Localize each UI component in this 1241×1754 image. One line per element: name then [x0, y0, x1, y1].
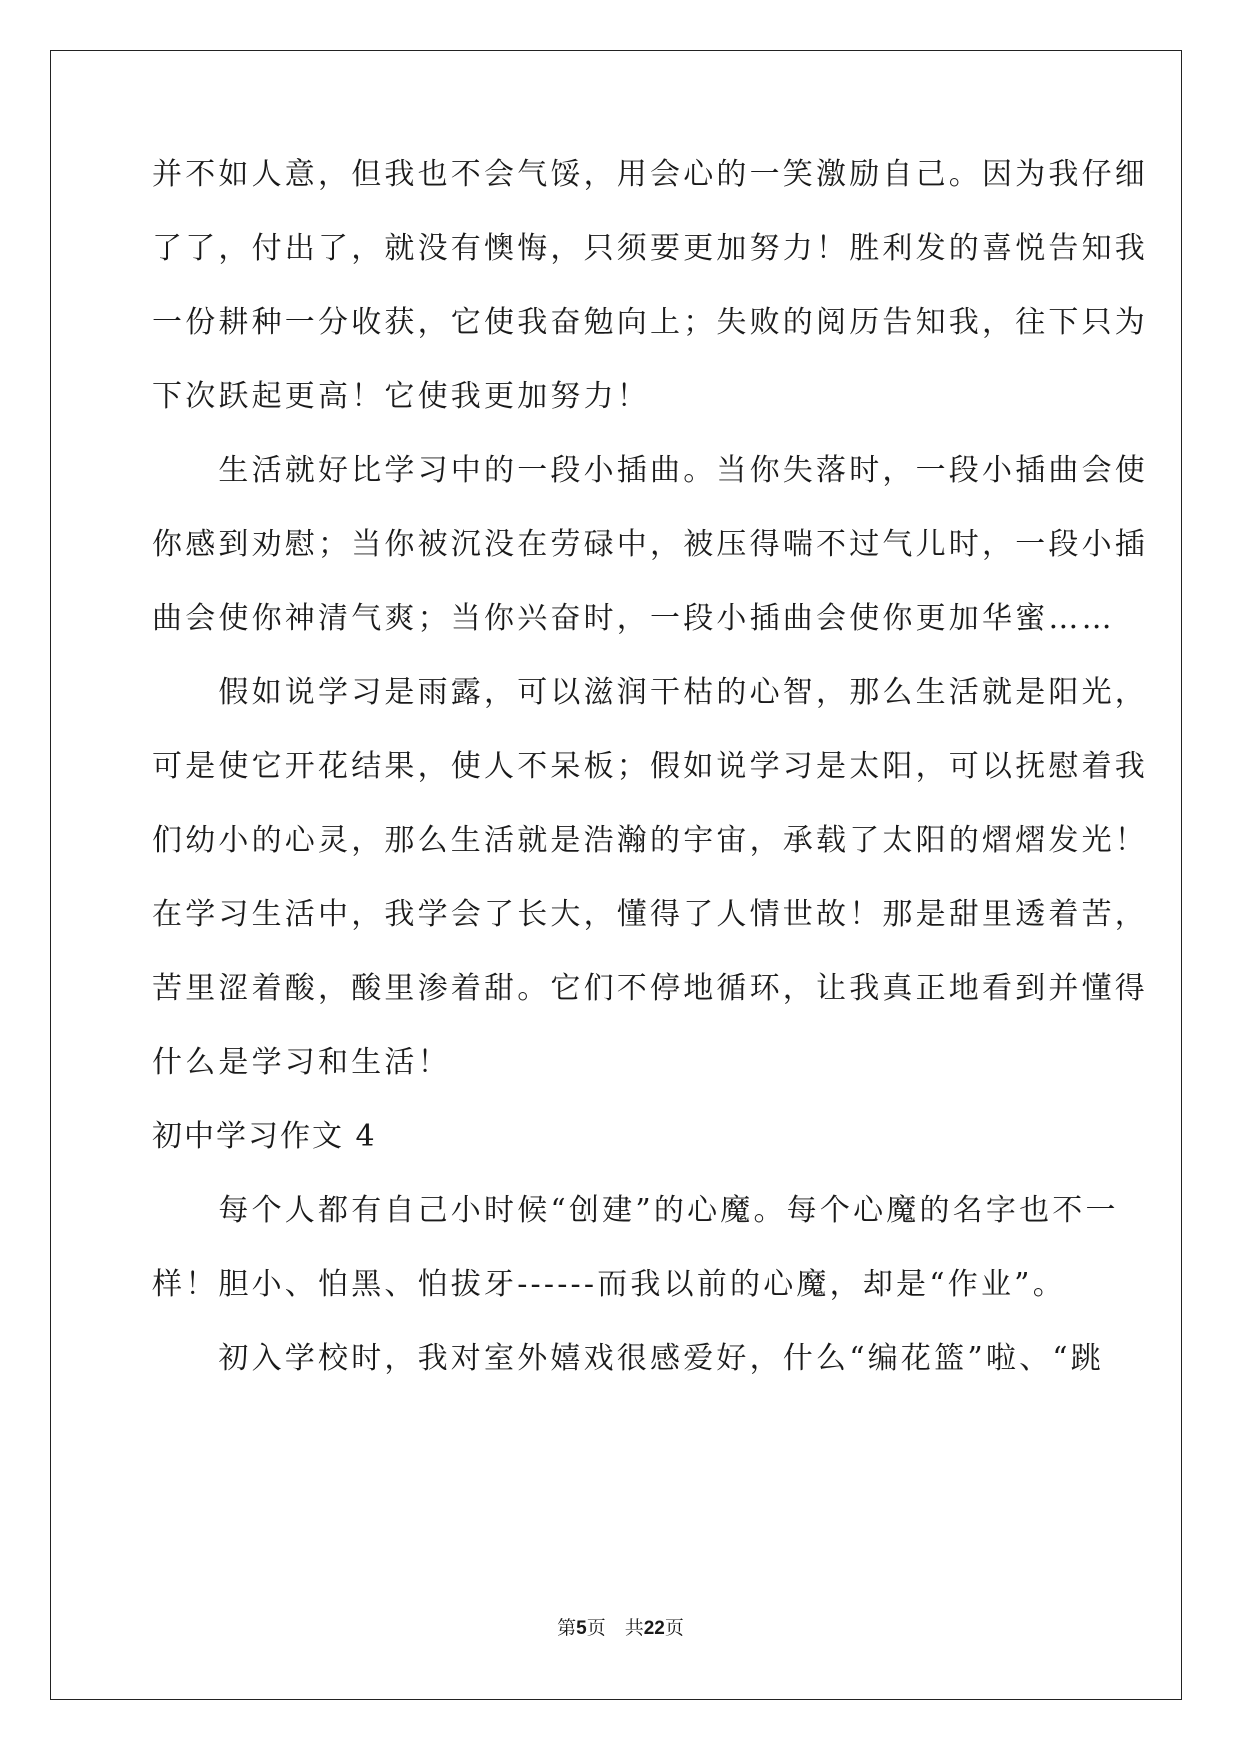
- section-heading: 初中学习作文 4: [152, 1119, 377, 1154]
- text-line: 并不如人意，但我也不会气馁，用会心的一笑激励自己。因为我仔细: [152, 157, 1148, 192]
- footer-mid: 页 共: [586, 1617, 644, 1639]
- current-page-number: 5: [576, 1618, 587, 1639]
- page-border: [50, 50, 1182, 1700]
- footer-suffix: 页: [664, 1617, 684, 1639]
- footer-prefix: 第: [557, 1617, 577, 1639]
- text-line: 样！胆小、怕黑、怕拔牙------而我以前的心魔，却是“作业”。: [152, 1267, 1066, 1302]
- text-line: 在学习生活中，我学会了长大，懂得了人情世故！那是甜里透着苦，: [152, 897, 1148, 932]
- text-line: 生活就好比学习中的一段小插曲。当你失落时，一段小插曲会使: [152, 453, 1148, 488]
- total-pages-number: 22: [643, 1618, 665, 1639]
- text-line: 什么是学习和生活！: [152, 1045, 451, 1080]
- text-line: 苦里涩着酸，酸里渗着甜。它们不停地循环，让我真正地看到并懂得: [152, 971, 1148, 1006]
- text-line: 初入学校时，我对室外嬉戏很感爱好，什么“编花篮”啦、“跳: [152, 1341, 1105, 1376]
- text-line: 每个人都有自己小时候“创建”的心魔。每个心魔的名字也不一: [152, 1193, 1119, 1228]
- text-line: 你感到劝慰；当你被沉没在劳碌中，被压得喘不过气儿时，一段小插: [152, 527, 1148, 562]
- text-line: 们幼小的心灵，那么生活就是浩瀚的宇宙，承载了太阳的熠熠发光！: [152, 823, 1148, 858]
- page-footer: [0, 1616, 1241, 1641]
- text-line: 可是使它开花结果，使人不呆板；假如说学习是太阳，可以抚慰着我: [152, 749, 1148, 784]
- text-line: 下次跃起更高！它使我更加努力！: [152, 379, 650, 414]
- text-line: 曲会使你神清气爽；当你兴奋时，一段小插曲会使你更加华蜜……: [152, 601, 1115, 636]
- text-line: 一份耕种一分收获，它使我奋勉向上；失败的阅历告知我，往下只为: [152, 305, 1148, 340]
- text-line: 了了，付出了，就没有懊悔，只须要更加努力！胜利发的喜悦告知我: [152, 231, 1148, 266]
- text-line: 假如说学习是雨露，可以滋润干枯的心智，那么生活就是阳光，: [152, 675, 1148, 710]
